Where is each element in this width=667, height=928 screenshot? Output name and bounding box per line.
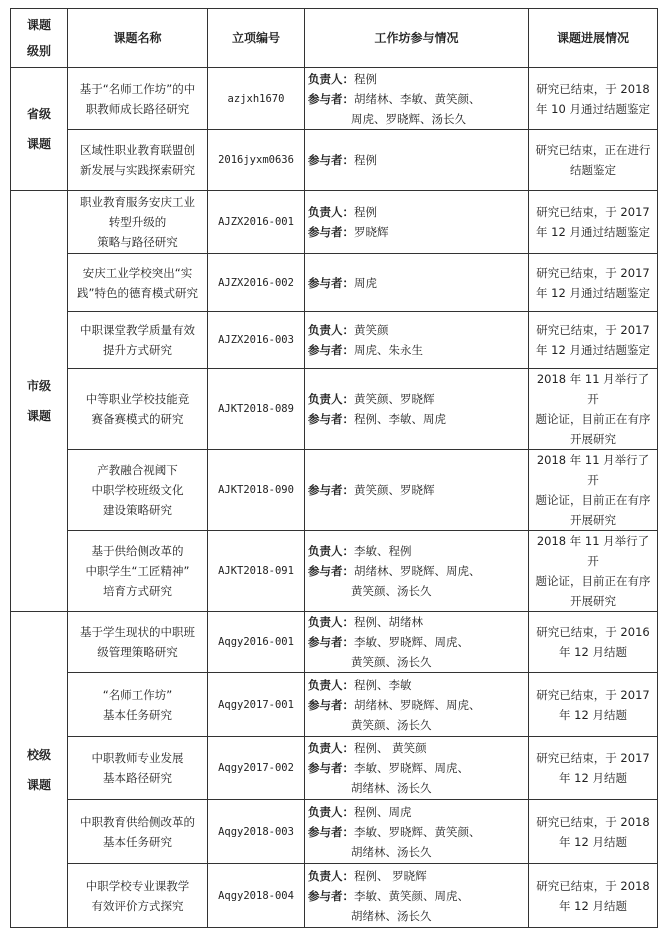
- participants-label: 参与者：: [308, 153, 354, 167]
- progress: 2018 年 11 月举行了开 题论证，目前正在有序 开展研究: [529, 531, 658, 612]
- participants-value: 黄笑颜、罗晓辉: [354, 483, 435, 497]
- participants-line: [308, 109, 524, 129]
- participants-label: 参与者：: [308, 91, 354, 106]
- participation: [305, 531, 529, 612]
- participants-line: [308, 632, 524, 652]
- project-code: Aqgy2016-001: [208, 612, 305, 673]
- participants-value: 黄笑颜、汤长久: [351, 655, 432, 669]
- project-name: 基于学生现状的中职班 级管理策略研究: [68, 612, 208, 673]
- leader-label: 负责人：: [308, 544, 354, 558]
- leader-value: 黄笑颜、罗晓辉: [354, 392, 435, 406]
- project-name: 职业教育服务安庆工业 转型升级的 策略与路径研究: [68, 191, 208, 254]
- project-code: Aqgy2018-004: [208, 864, 305, 928]
- table-row: [11, 130, 658, 191]
- participants-value: 周虎: [354, 275, 377, 290]
- table-header-row: [11, 9, 658, 68]
- participants-value: 胡绪林、罗晓辉、周虎、: [354, 564, 481, 578]
- participation: [305, 254, 529, 312]
- project-name: 中等职业学校技能竞 赛备赛模式的研究: [68, 369, 208, 450]
- participants-value: 李敏、罗晓辉、周虎、: [354, 761, 469, 775]
- participants-line: [308, 695, 524, 715]
- participants-label: 参与者：: [308, 483, 354, 497]
- leader-label: 负责人：: [308, 205, 354, 219]
- table-row: [11, 254, 658, 312]
- participants-label: 参与者：: [308, 412, 354, 426]
- progress: 研究已结束，于 2017 年 12 月通过结题鉴定: [529, 312, 658, 369]
- participants-line: [308, 150, 524, 170]
- participants-value: 胡绪林、汤长久: [351, 844, 432, 859]
- project-name: 中职教育供给侧改革的 基本任务研究: [68, 800, 208, 864]
- project-code: azjxh1670: [208, 68, 305, 130]
- participants-line: [308, 652, 524, 672]
- participants-line: [308, 778, 524, 798]
- participants-value: 罗晓辉: [354, 225, 389, 239]
- header-progress: 课题进展情况: [529, 9, 658, 68]
- participation: [305, 369, 529, 450]
- progress: 研究已结束，于 2018 年 12 月结题: [529, 800, 658, 864]
- project-name: “名师工作坊” 基本任务研究: [68, 673, 208, 737]
- leader-line: [308, 802, 524, 822]
- research-projects-table: [10, 8, 658, 928]
- project-name: 中职学校专业课教学 有效评价方式探究: [68, 864, 208, 928]
- participants-line: [308, 480, 524, 500]
- participation: [305, 450, 529, 531]
- participants-value: 周虎、朱永生: [354, 343, 423, 357]
- participants-value: 周虎、罗晓辉、汤长久: [351, 111, 466, 126]
- participants-line: [308, 842, 524, 862]
- participants-line: [308, 906, 524, 926]
- participants-label: 参与者：: [308, 697, 354, 712]
- participation: [305, 191, 529, 254]
- participants-value: 胡绪林、汤长久: [351, 781, 432, 795]
- participation: [305, 68, 529, 130]
- participation: [305, 737, 529, 800]
- project-name: 区域性职业教育联盟创 新发展与实践探索研究: [68, 130, 208, 191]
- leader-label: 负责人：: [308, 677, 354, 692]
- leader-line: [308, 320, 524, 340]
- table-row: [11, 737, 658, 800]
- project-name: 中职课堂教学质量有效 提升方式研究: [68, 312, 208, 369]
- leader-value: 程例、李敏: [354, 677, 412, 692]
- leader-line: [308, 389, 524, 409]
- header-code: 立项编号: [208, 9, 305, 68]
- participants-line: [308, 886, 524, 906]
- table-row: [11, 612, 658, 673]
- participants-label: 参与者：: [308, 564, 354, 578]
- participation: [305, 800, 529, 864]
- project-code: AJZX2016-002: [208, 254, 305, 312]
- leader-label: 负责人：: [308, 804, 354, 819]
- participants-label: 参与者：: [308, 824, 354, 839]
- project-name: 中职教师专业发展 基本路径研究: [68, 737, 208, 800]
- participation: [305, 130, 529, 191]
- level-cell: 省级 课题: [11, 68, 68, 191]
- participants-value: 胡绪林、李敏、黄笑颜、: [354, 91, 481, 106]
- table-row: [11, 450, 658, 531]
- header-name: 课题名称: [68, 9, 208, 68]
- project-name: 基于供给侧改革的 中职学生“工匠精神” 培育方式研究: [68, 531, 208, 612]
- leader-label: 负责人：: [308, 615, 354, 629]
- progress: 研究已结束，正在进行 结题鉴定: [529, 130, 658, 191]
- leader-value: 李敏、程例: [354, 544, 412, 558]
- project-code: AJKT2018-091: [208, 531, 305, 612]
- level-cell: 市级 课题: [11, 191, 68, 612]
- progress: 研究已结束，于 2017 年 12 月结题: [529, 737, 658, 800]
- project-code: Aqgy2017-001: [208, 673, 305, 737]
- project-code: AJZX2016-003: [208, 312, 305, 369]
- leader-value: 程例、胡绪林: [354, 615, 423, 629]
- table-row: [11, 531, 658, 612]
- participants-value: 黄笑颜、汤长久: [351, 584, 432, 598]
- leader-line: [308, 202, 524, 222]
- participants-line: [308, 273, 524, 293]
- leader-line: [308, 612, 524, 632]
- leader-value: 程例、周虎: [354, 804, 412, 819]
- participants-line: [308, 822, 524, 842]
- participants-label: 参与者：: [308, 275, 354, 290]
- table-row: [11, 369, 658, 450]
- project-code: AJZX2016-001: [208, 191, 305, 254]
- participants-value: 李敏、黄笑颜、周虎、: [354, 888, 469, 903]
- leader-label: 负责人：: [308, 392, 354, 406]
- level-cell: 校级 课题: [11, 612, 68, 928]
- table-row: [11, 673, 658, 737]
- leader-line: [308, 541, 524, 561]
- participants-line: [308, 222, 524, 242]
- progress: 2018 年 11 月举行了开 题论证，目前正在有序 开展研究: [529, 369, 658, 450]
- table-row: [11, 68, 658, 130]
- participants-value: 黄笑颜、汤长久: [351, 717, 432, 732]
- leader-line: [308, 738, 524, 758]
- table-row: [11, 191, 658, 254]
- leader-value: 程例、 罗晓辉: [354, 868, 427, 883]
- participants-line: [308, 340, 524, 360]
- participation: [305, 612, 529, 673]
- project-name: 安庆工业学校突出“实 践”特色的德育模式研究: [68, 254, 208, 312]
- leader-label: 负责人：: [308, 741, 354, 755]
- progress: 研究已结束，于 2017 年 12 月通过结题鉴定: [529, 254, 658, 312]
- header-participation: 工作坊参与情况: [305, 9, 529, 68]
- project-code: AJKT2018-089: [208, 369, 305, 450]
- project-name: 基于“名师工作坊”的中 职教师成长路径研究: [68, 68, 208, 130]
- participants-label: 参与者：: [308, 761, 354, 775]
- participants-value: 胡绪林、罗晓辉、周虎、: [354, 697, 481, 712]
- leader-value: 程例: [354, 71, 377, 86]
- participation: [305, 673, 529, 737]
- participants-value: 胡绪林、汤长久: [351, 908, 432, 923]
- participants-label: 参与者：: [308, 225, 354, 239]
- project-code: AJKT2018-090: [208, 450, 305, 531]
- participants-line: [308, 715, 524, 735]
- participants-value: 程例、李敏、周虎: [354, 412, 446, 426]
- project-name: 产教融合视阈下 中职学校班级文化 建设策略研究: [68, 450, 208, 531]
- participants-label: 参与者：: [308, 888, 354, 903]
- leader-line: [308, 866, 524, 886]
- leader-line: [308, 69, 524, 89]
- participation: [305, 864, 529, 928]
- leader-line: [308, 675, 524, 695]
- progress: 研究已结束，于 2018 年 12 月结题: [529, 864, 658, 928]
- participants-line: [308, 89, 524, 109]
- leader-value: 程例: [354, 205, 377, 219]
- participants-line: [308, 581, 524, 601]
- progress: 研究已结束，于 2017 年 12 月通过结题鉴定: [529, 191, 658, 254]
- participants-label: 参与者：: [308, 343, 354, 357]
- participation: [305, 312, 529, 369]
- progress: 2018 年 11 月举行了开 题论证，目前正在有序 开展研究: [529, 450, 658, 531]
- leader-value: 黄笑颜: [354, 323, 389, 337]
- header-level: 课题 级别: [11, 9, 68, 68]
- progress: 研究已结束，于 2016 年 12 月结题: [529, 612, 658, 673]
- participants-value: 李敏、罗晓辉、黄笑颜、: [354, 824, 481, 839]
- participants-line: [308, 561, 524, 581]
- participants-line: [308, 758, 524, 778]
- participants-value: 李敏、罗晓辉、周虎、: [354, 635, 469, 649]
- table-row: [11, 864, 658, 928]
- progress: 研究已结束，于 2018 年 10 月通过结题鉴定: [529, 68, 658, 130]
- leader-value: 程例、 黄笑颜: [354, 741, 427, 755]
- leader-label: 负责人：: [308, 868, 354, 883]
- participants-label: 参与者：: [308, 635, 354, 649]
- leader-label: 负责人：: [308, 323, 354, 337]
- table-row: [11, 312, 658, 369]
- progress: 研究已结束，于 2017 年 12 月结题: [529, 673, 658, 737]
- table-body: [11, 68, 658, 928]
- leader-label: 负责人：: [308, 71, 354, 86]
- project-code: 2016jyxm0636: [208, 130, 305, 191]
- project-code: Aqgy2017-002: [208, 737, 305, 800]
- participants-line: [308, 409, 524, 429]
- participants-value: 程例: [354, 153, 377, 167]
- project-code: Aqgy2018-003: [208, 800, 305, 864]
- table-row: [11, 800, 658, 864]
